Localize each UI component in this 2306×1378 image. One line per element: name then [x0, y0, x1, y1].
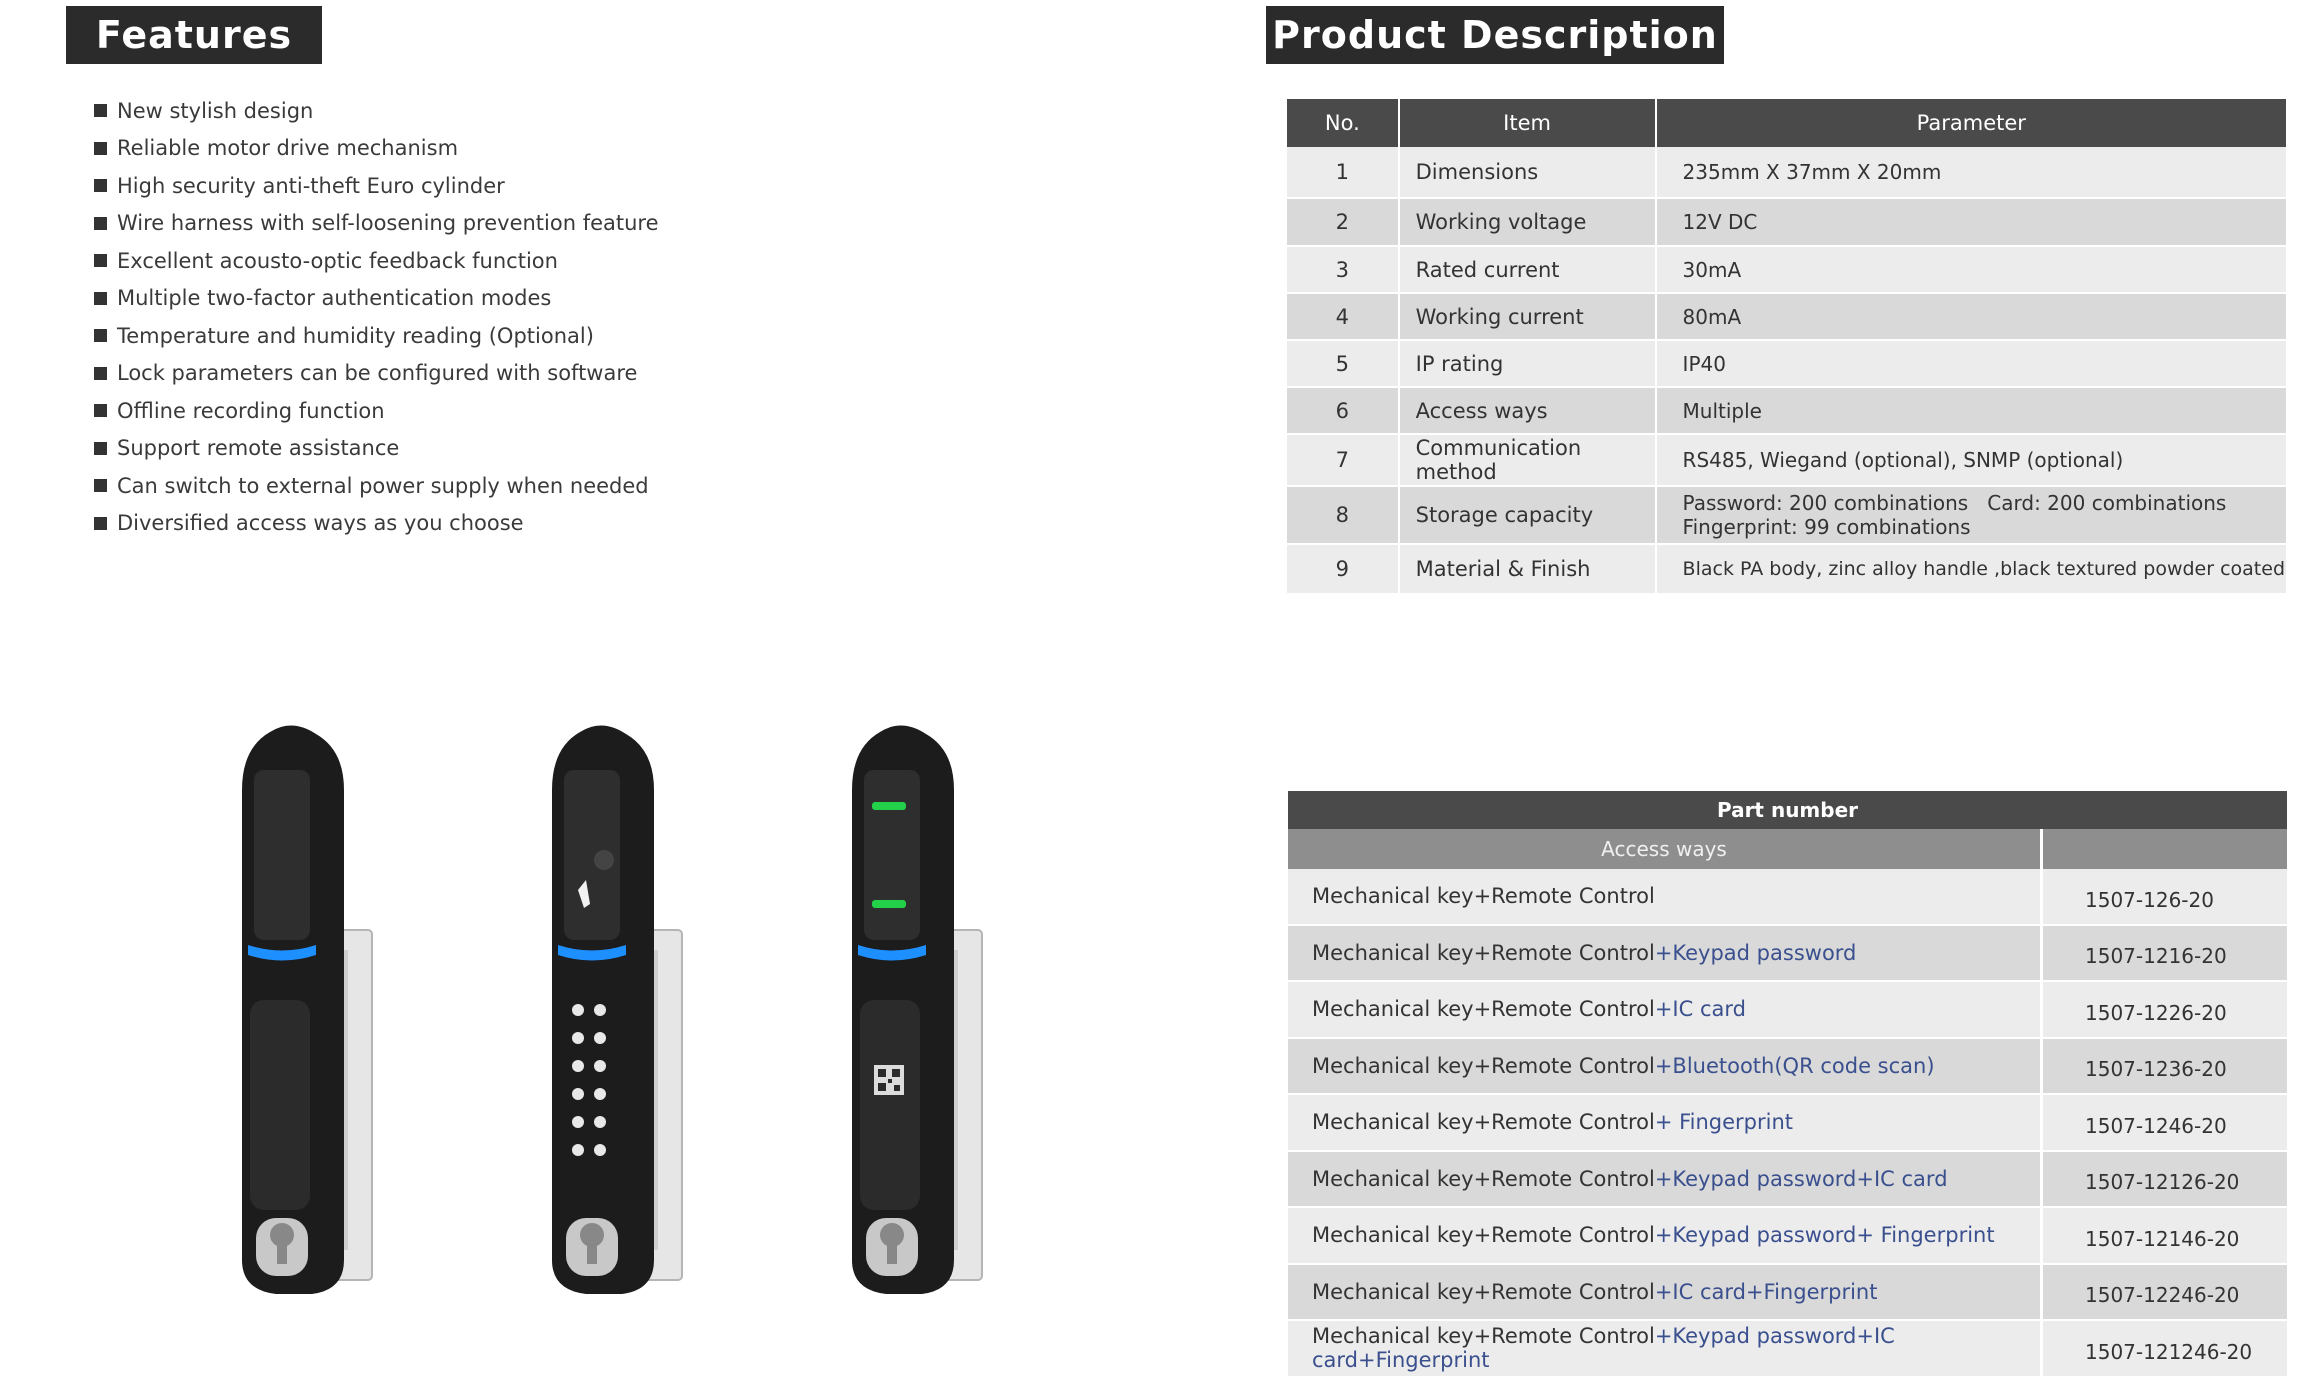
cell-part-number: 1507-1216-20 — [2042, 925, 2288, 982]
access-option: +IC card — [1654, 997, 1746, 1022]
lock-bluetooth-image — [830, 720, 1000, 1300]
bullet-square-icon — [94, 142, 107, 155]
feature-text: Support remote assistance — [117, 436, 400, 461]
cell-parameter — [1656, 486, 2287, 544]
cell-item: Working current — [1399, 293, 1656, 340]
table-row — [1288, 869, 2287, 925]
access-base: Mechanical key+Remote Control — [1312, 1324, 1655, 1349]
table-row — [1287, 387, 2287, 434]
storage-line-1: Password: 200 combinations Card: 200 combinations — [1682, 491, 2227, 515]
access-base: Mechanical key+Remote Control — [1312, 884, 1655, 909]
product-description-table — [1287, 99, 2288, 595]
table-row — [1287, 340, 2287, 387]
access-base: Mechanical key+Remote Control — [1312, 1279, 1655, 1304]
cell-access-ways — [1288, 869, 2042, 925]
cell-item: Rated current — [1399, 246, 1656, 293]
feature-item — [94, 205, 659, 243]
feature-text: Lock parameters can be configured with software — [117, 361, 638, 386]
bullet-square-icon — [94, 217, 107, 230]
lock-keypad-image — [530, 720, 700, 1300]
header-part — [2042, 829, 2288, 869]
feature-item — [94, 430, 659, 468]
cell-part-number: 1507-12246-20 — [2042, 1264, 2288, 1321]
table-row — [1287, 434, 2287, 486]
cell-parameter: 12V DC — [1656, 198, 2287, 246]
table-row — [1287, 293, 2287, 340]
cell-access-ways — [1288, 925, 2042, 982]
cell-no: 5 — [1287, 340, 1399, 387]
features-title: Features — [66, 6, 322, 64]
cell-item: Working voltage — [1399, 198, 1656, 246]
table-row — [1287, 544, 2287, 594]
table-row — [1288, 1151, 2287, 1208]
cell-parameter: 235mm X 37mm X 20mm — [1656, 147, 2287, 198]
table-header-row — [1287, 99, 2287, 147]
part-number-table — [1288, 791, 2287, 1378]
cell-parameter: IP40 — [1656, 340, 2287, 387]
cell-part-number: 1507-126-20 — [2042, 869, 2288, 925]
access-option: + Fingerprint — [1654, 1110, 1794, 1135]
table-row — [1288, 925, 2287, 982]
cell-parameter: RS485, Wiegand (optional), SNMP (optional) — [1656, 434, 2287, 486]
feature-item — [94, 167, 659, 205]
bullet-square-icon — [94, 367, 107, 380]
feature-text: Reliable motor drive mechanism — [117, 136, 459, 161]
cell-access-ways — [1288, 1094, 2042, 1151]
access-base: Mechanical key+Remote Control — [1312, 1053, 1655, 1078]
cell-item: Material & Finish — [1399, 544, 1656, 594]
cell-no: 8 — [1287, 486, 1399, 544]
feature-text: Excellent acousto-optic feedback function — [117, 248, 558, 273]
cell-no: 1 — [1287, 147, 1399, 198]
table-row — [1288, 1207, 2287, 1264]
cell-access-ways — [1288, 981, 2042, 1038]
access-option: +IC card+Fingerprint — [1654, 1279, 1878, 1304]
table-row — [1287, 246, 2287, 293]
header-item: Item — [1399, 99, 1656, 147]
feature-text: New stylish design — [117, 98, 314, 123]
cell-part-number: 1507-1246-20 — [2042, 1094, 2288, 1151]
cell-item: Dimensions — [1399, 147, 1656, 198]
cell-access-ways — [1288, 1038, 2042, 1095]
cell-item: Communication method — [1399, 434, 1656, 486]
access-base: Mechanical key+Remote Control — [1312, 940, 1655, 965]
table-row — [1287, 486, 2287, 544]
cell-parameter: 30mA — [1656, 246, 2287, 293]
cell-no: 3 — [1287, 246, 1399, 293]
cell-part-number: 1507-12146-20 — [2042, 1207, 2288, 1264]
table-row — [1288, 1094, 2287, 1151]
feature-item — [94, 242, 659, 280]
cell-no: 6 — [1287, 387, 1399, 434]
bullet-square-icon — [94, 442, 107, 455]
access-base: Mechanical key+Remote Control — [1312, 1110, 1655, 1135]
cell-parameter: 80mA — [1656, 293, 2287, 340]
cell-no: 9 — [1287, 544, 1399, 594]
feature-item — [94, 355, 659, 393]
bullet-square-icon — [94, 517, 107, 530]
cell-access-ways — [1288, 1264, 2042, 1321]
header-no: No. — [1287, 99, 1399, 147]
feature-text: Wire harness with self-loosening prevention feature — [117, 211, 659, 236]
cell-no: 4 — [1287, 293, 1399, 340]
feature-item — [94, 505, 659, 543]
cell-part-number: 1507-121246-20 — [2042, 1320, 2288, 1377]
access-base: Mechanical key+Remote Control — [1312, 1223, 1655, 1248]
cell-parameter: Black PA body, zinc alloy handle ,black textured powder coated — [1656, 544, 2287, 594]
table-row — [1288, 1038, 2287, 1095]
access-base: Mechanical key+Remote Control — [1312, 1166, 1655, 1191]
feature-item — [94, 317, 659, 355]
feature-text: Diversified access ways as you choose — [117, 511, 524, 536]
part-number-title: Part number — [1288, 791, 2287, 829]
feature-text: High security anti-theft Euro cylinder — [117, 173, 505, 198]
feature-item — [94, 392, 659, 430]
bullet-square-icon — [94, 104, 107, 117]
access-option: +Keypad password+IC card+Fingerprint — [1312, 1324, 1895, 1373]
feature-text: Offline recording function — [117, 398, 385, 423]
access-option: +Bluetooth(QR code scan) — [1654, 1053, 1935, 1078]
cell-part-number: 1507-1226-20 — [2042, 981, 2288, 1038]
table-row — [1288, 981, 2287, 1038]
cell-no: 2 — [1287, 198, 1399, 246]
cell-part-number: 1507-12126-20 — [2042, 1151, 2288, 1208]
table-row — [1287, 198, 2287, 246]
cell-access-ways — [1288, 1207, 2042, 1264]
bullet-square-icon — [94, 179, 107, 192]
bullet-square-icon — [94, 292, 107, 305]
cell-part-number: 1507-1236-20 — [2042, 1038, 2288, 1095]
bullet-square-icon — [94, 254, 107, 267]
feature-text: Multiple two-factor authentication modes — [117, 286, 552, 311]
feature-item — [94, 130, 659, 168]
feature-item — [94, 467, 659, 505]
features-list — [94, 92, 659, 542]
product-description-title: Product Description — [1266, 6, 1724, 64]
access-base: Mechanical key+Remote Control — [1312, 997, 1655, 1022]
feature-text: Temperature and humidity reading (Optional) — [117, 323, 594, 348]
feature-item — [94, 280, 659, 318]
cell-item: Access ways — [1399, 387, 1656, 434]
access-option: +Keypad password+IC card — [1654, 1166, 1948, 1191]
cell-no: 7 — [1287, 434, 1399, 486]
bullet-square-icon — [94, 479, 107, 492]
table-row — [1287, 147, 2287, 198]
cell-access-ways — [1288, 1320, 2042, 1377]
cell-parameter: Multiple — [1656, 387, 2287, 434]
header-access-ways: Access ways — [1288, 829, 2042, 869]
table-row — [1288, 1264, 2287, 1321]
table-row — [1288, 1320, 2287, 1377]
lock-remote-control-image — [220, 720, 390, 1300]
feature-item — [94, 92, 659, 130]
access-option: +Keypad password — [1654, 940, 1857, 965]
cell-item: IP rating — [1399, 340, 1656, 387]
cell-item: Storage capacity — [1399, 486, 1656, 544]
feature-text: Can switch to external power supply when needed — [117, 473, 649, 498]
cell-access-ways — [1288, 1151, 2042, 1208]
storage-line-2: Fingerprint: 99 combinations — [1682, 515, 1971, 539]
access-option: +Keypad password+ Fingerprint — [1654, 1223, 1995, 1248]
bullet-square-icon — [94, 329, 107, 342]
header-parameter: Parameter — [1656, 99, 2287, 147]
bullet-square-icon — [94, 404, 107, 417]
